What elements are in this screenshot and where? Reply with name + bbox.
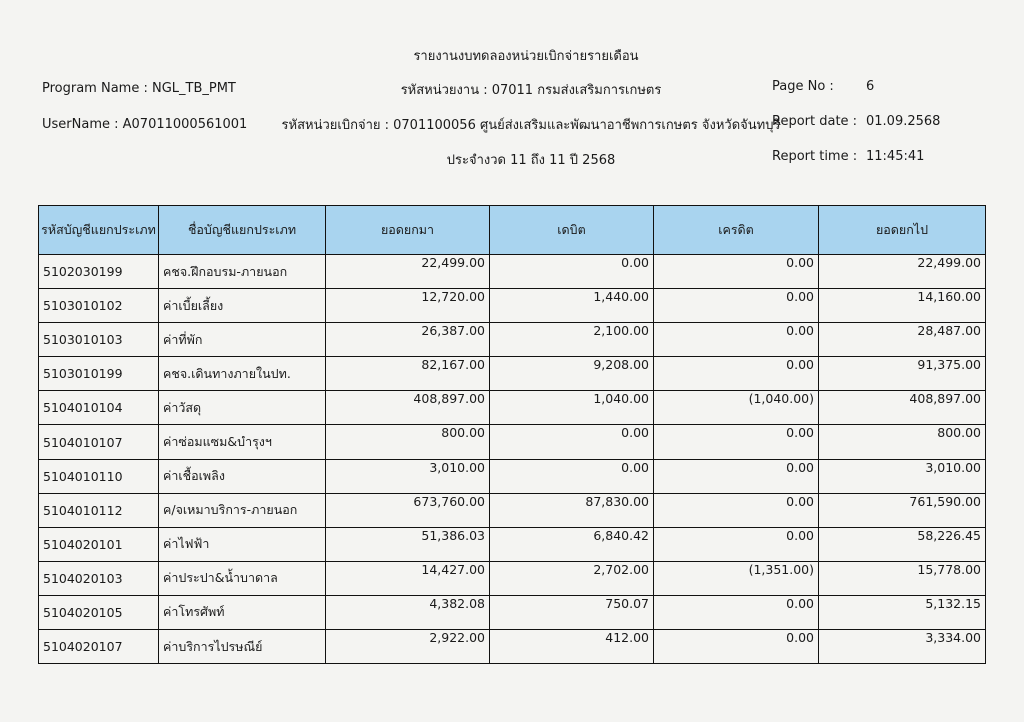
table-row bbox=[39, 595, 986, 629]
closing-balance: 5,132.15 bbox=[819, 595, 986, 629]
opening-balance: 51,386.03 bbox=[326, 527, 490, 561]
account-name: ค่าบริการไปรษณีย์ bbox=[159, 630, 326, 664]
credit: 0.00 bbox=[654, 459, 819, 493]
table-row bbox=[39, 391, 986, 425]
opening-balance: 26,387.00 bbox=[326, 323, 490, 357]
report-title: รายงานงบทดลองหน่วยเบิกจ่ายรายเดือน bbox=[413, 49, 639, 64]
account-name: ค่าประปา&น้ำบาดาล bbox=[159, 561, 326, 595]
debit: 2,100.00 bbox=[490, 323, 654, 357]
header-credit: เครดิต bbox=[654, 206, 819, 255]
report-date-label: Report date : bbox=[772, 114, 858, 129]
account-name: ค่าโทรศัพท์ bbox=[159, 595, 326, 629]
closing-balance: 91,375.00 bbox=[819, 357, 986, 391]
opening-balance: 3,010.00 bbox=[326, 459, 490, 493]
table-row bbox=[39, 357, 986, 391]
debit: 2,702.00 bbox=[490, 561, 654, 595]
report-period: ประจำงวด 11 ถึง 11 ปี 2568 bbox=[446, 153, 616, 168]
account-name: ค่าเบี้ยเลี้ยง bbox=[159, 289, 326, 323]
credit: 0.00 bbox=[654, 527, 819, 561]
agency-code: รหัสหน่วยงาน : 07011 กรมส่งเสริมการเกษตร bbox=[400, 83, 662, 98]
debit: 750.07 bbox=[490, 595, 654, 629]
opening-balance: 800.00 bbox=[326, 425, 490, 459]
account-code: 5104010107 bbox=[39, 425, 159, 459]
opening-balance: 14,427.00 bbox=[326, 561, 490, 595]
account-code: 5102030199 bbox=[39, 255, 159, 289]
table-row bbox=[39, 561, 986, 595]
credit: 0.00 bbox=[654, 595, 819, 629]
account-name: ค่าไฟฟ้า bbox=[159, 527, 326, 561]
header-debit: เดบิต bbox=[490, 206, 654, 255]
closing-balance: 3,334.00 bbox=[819, 630, 986, 664]
header-account-code: รหัสบัญชีแยกประเภท bbox=[39, 206, 159, 255]
credit: 0.00 bbox=[654, 493, 819, 527]
table-row bbox=[39, 255, 986, 289]
program-name: Program Name : NGL_TB_PMT bbox=[42, 81, 236, 96]
user-name: UserName : A07011000561001 bbox=[42, 117, 248, 132]
account-name: ค่าเชื้อเพลิง bbox=[159, 459, 326, 493]
debit: 0.00 bbox=[490, 425, 654, 459]
opening-balance: 22,499.00 bbox=[326, 255, 490, 289]
table-row bbox=[39, 459, 986, 493]
debit: 0.00 bbox=[490, 255, 654, 289]
credit: 0.00 bbox=[654, 323, 819, 357]
report-time-label: Report time : bbox=[772, 149, 858, 164]
table-row bbox=[39, 493, 986, 527]
closing-balance: 761,590.00 bbox=[819, 493, 986, 527]
debit: 0.00 bbox=[490, 459, 654, 493]
credit: 0.00 bbox=[654, 425, 819, 459]
opening-balance: 12,720.00 bbox=[326, 289, 490, 323]
page-label: Page No : bbox=[772, 79, 834, 94]
credit: 0.00 bbox=[654, 357, 819, 391]
account-name: ค่าที่พัก bbox=[159, 323, 326, 357]
table-header-row bbox=[39, 206, 986, 255]
debit: 9,208.00 bbox=[490, 357, 654, 391]
account-name: ค่าวัสดุ bbox=[159, 391, 326, 425]
disbursement-unit: รหัสหน่วยเบิกจ่าย : 0701100056 ศูนย์ส่งเสริมและพัฒนาอาชีพการเกษตร จังหวัดจันทบุรี bbox=[281, 118, 781, 133]
table-row bbox=[39, 323, 986, 357]
account-name: ค่าซ่อมแซม&บำรุงฯ bbox=[159, 425, 326, 459]
report-time-value: 11:45:41 bbox=[866, 149, 925, 164]
credit: 0.00 bbox=[654, 255, 819, 289]
account-code: 5103010103 bbox=[39, 323, 159, 357]
account-code: 5104010110 bbox=[39, 459, 159, 493]
header-closing-balance: ยอดยกไป bbox=[819, 206, 986, 255]
closing-balance: 28,487.00 bbox=[819, 323, 986, 357]
table-row bbox=[39, 630, 986, 664]
debit: 1,040.00 bbox=[490, 391, 654, 425]
closing-balance: 58,226.45 bbox=[819, 527, 986, 561]
opening-balance: 408,897.00 bbox=[326, 391, 490, 425]
opening-balance: 2,922.00 bbox=[326, 630, 490, 664]
credit: 0.00 bbox=[654, 289, 819, 323]
closing-balance: 408,897.00 bbox=[819, 391, 986, 425]
account-name: ค/จเหมาบริการ-ภายนอก bbox=[159, 493, 326, 527]
debit: 412.00 bbox=[490, 630, 654, 664]
account-code: 5104010104 bbox=[39, 391, 159, 425]
table-row bbox=[39, 425, 986, 459]
report-date-value: 01.09.2568 bbox=[866, 114, 941, 129]
closing-balance: 14,160.00 bbox=[819, 289, 986, 323]
opening-balance: 4,382.08 bbox=[326, 595, 490, 629]
account-name: คชจ.ฝึกอบรม-ภายนอก bbox=[159, 255, 326, 289]
account-name: คชจ.เดินทางภายในปท. bbox=[159, 357, 326, 391]
debit: 87,830.00 bbox=[490, 493, 654, 527]
closing-balance: 800.00 bbox=[819, 425, 986, 459]
credit: 0.00 bbox=[654, 630, 819, 664]
debit: 6,840.42 bbox=[490, 527, 654, 561]
closing-balance: 3,010.00 bbox=[819, 459, 986, 493]
opening-balance: 82,167.00 bbox=[326, 357, 490, 391]
account-code: 5103010102 bbox=[39, 289, 159, 323]
account-code: 5104020103 bbox=[39, 561, 159, 595]
closing-balance: 22,499.00 bbox=[819, 255, 986, 289]
credit: (1,351.00) bbox=[654, 561, 819, 595]
account-code: 5104020101 bbox=[39, 527, 159, 561]
account-code: 5104020107 bbox=[39, 630, 159, 664]
debit: 1,440.00 bbox=[490, 289, 654, 323]
credit: (1,040.00) bbox=[654, 391, 819, 425]
opening-balance: 673,760.00 bbox=[326, 493, 490, 527]
trial-balance-table bbox=[38, 205, 986, 664]
account-code: 5104020105 bbox=[39, 595, 159, 629]
header-opening-balance: ยอดยกมา bbox=[326, 206, 490, 255]
table-row bbox=[39, 289, 986, 323]
table-row bbox=[39, 527, 986, 561]
account-code: 5103010199 bbox=[39, 357, 159, 391]
closing-balance: 15,778.00 bbox=[819, 561, 986, 595]
page-value: 6 bbox=[866, 79, 875, 94]
account-code: 5104010112 bbox=[39, 493, 159, 527]
header-account-name: ชื่อบัญชีแยกประเภท bbox=[159, 206, 326, 255]
